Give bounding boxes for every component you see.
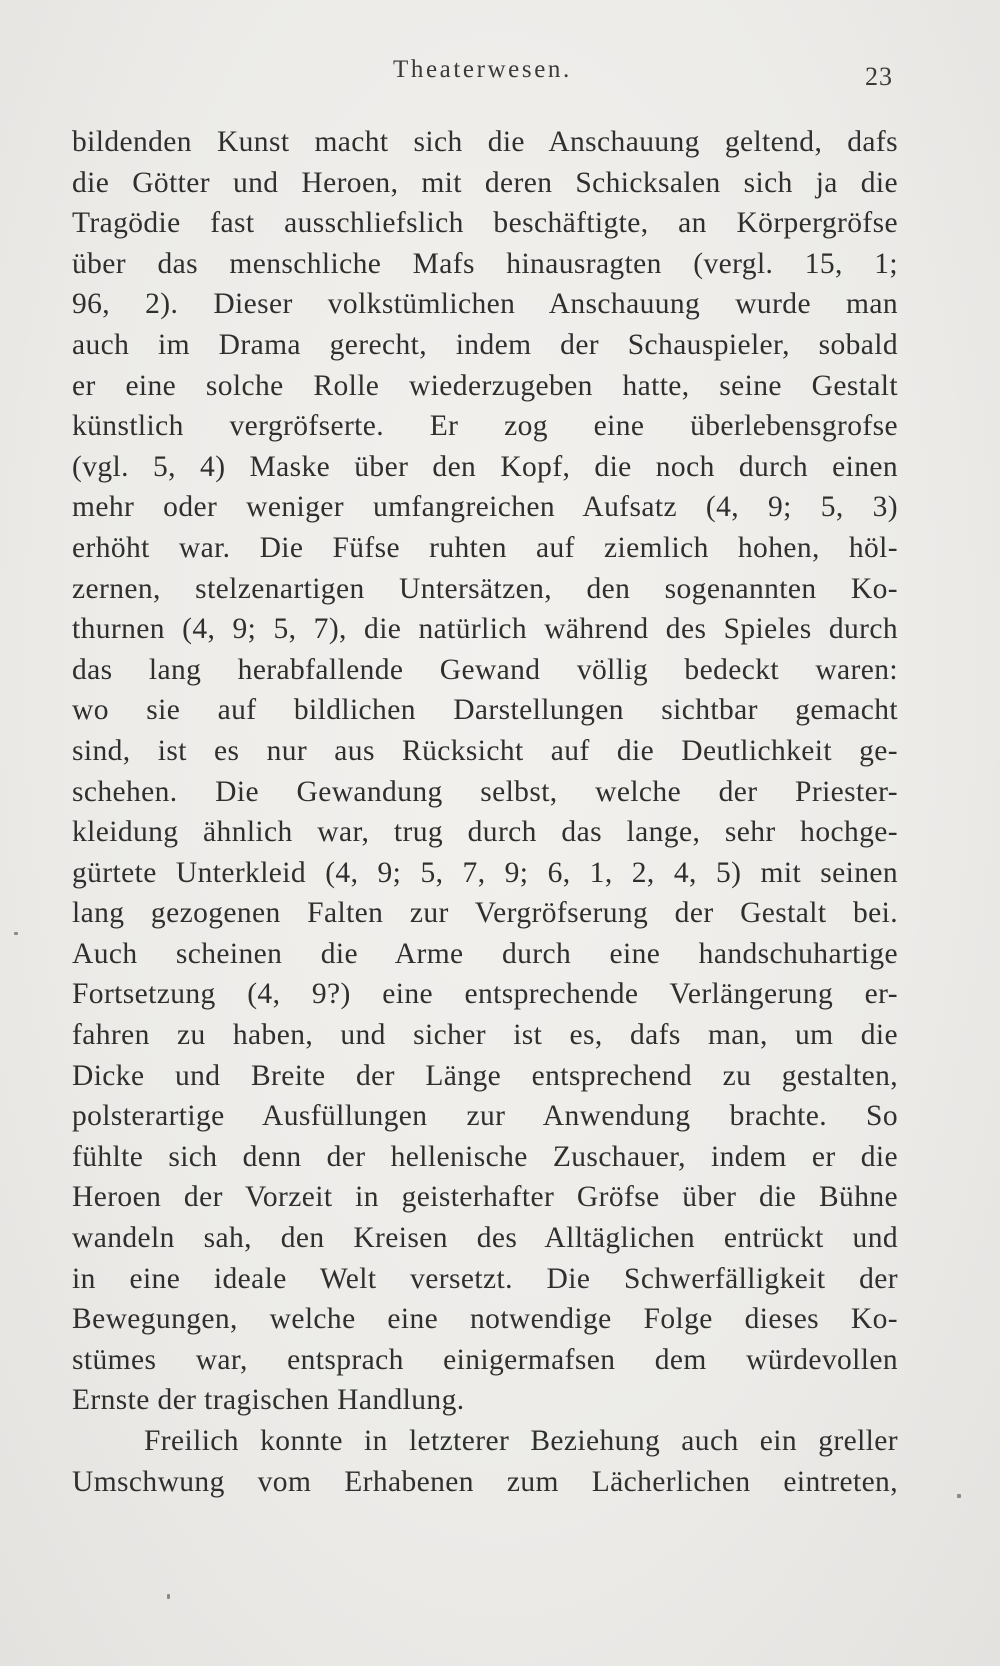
text-line: 96, 2). Dieser volkstümlichen Anschauung wurde man xyxy=(72,288,898,321)
text-line: thurnen (4, 9; 5, 7), die natürlich während des Spieles durch xyxy=(72,613,898,646)
text-line: kleidung ähnlich war, trug durch das lange, sehr hochge- xyxy=(72,816,898,849)
text-line: Dicke und Breite der Länge entsprechend zu gestalten, xyxy=(72,1059,898,1092)
text-line: über das menschliche Mafs hinausragten (vergl. 15, 1; xyxy=(72,247,898,280)
text-line: in eine ideale Welt versetzt. Die Schwerfälligkeit der xyxy=(72,1262,898,1295)
body-text xyxy=(72,122,898,1502)
text-line: Fortsetzung (4, 9?) eine entsprechende Verlängerung er- xyxy=(72,978,898,1011)
text-line: Tragödie fast ausschliefslich beschäftigte, an Körpergröfse xyxy=(72,207,898,240)
text-line: bildenden Kunst macht sich die Anschauung geltend, dafs xyxy=(72,126,898,158)
text-line: (vgl. 5, 4) Maske über den Kopf, die noch durch einen xyxy=(72,450,898,483)
running-head-title: Theaterwesen. xyxy=(393,56,572,83)
text-line: sind, ist es nur aus Rücksicht auf die Deutlichkeit ge- xyxy=(72,734,898,767)
paragraph-end-line: Ernste der tragischen Handlung. xyxy=(72,1384,465,1417)
text-line: wandeln sah, den Kreisen des Alltäglichen entrückt und xyxy=(72,1222,898,1255)
text-line: polsterartige Ausfüllungen zur Anwendung brachte. So xyxy=(72,1100,898,1133)
paper-speck xyxy=(957,1494,961,1498)
paragraph-start-line: Freilich konnte in letzterer Beziehung auch ein greller xyxy=(144,1425,898,1457)
text-line: zernen, stelzenartigen Untersätzen, den sogenannten Ko- xyxy=(72,572,898,605)
text-line: Auch scheinen die Arme durch eine handschuhartige xyxy=(72,937,898,970)
text-line: wo sie auf bildlichen Darstellungen sichtbar gemacht xyxy=(72,694,898,727)
text-line: gürtete Unterkleid (4, 9; 5, 7, 9; 6, 1, 2, 4, 5) mit seinen xyxy=(72,856,898,889)
paper-speck xyxy=(14,932,18,935)
page-number: 23 xyxy=(865,62,893,91)
paper-speck xyxy=(167,1594,170,1599)
text-line: schehen. Die Gewandung selbst, welche der Priester- xyxy=(72,775,898,808)
running-head xyxy=(0,56,1000,96)
text-line: auch im Drama gerecht, indem der Schauspieler, sobald xyxy=(72,328,898,361)
text-line: die Götter und Heroen, mit deren Schicksalen sich ja die xyxy=(72,166,898,199)
text-line: er eine solche Rolle wiederzugeben hatte, seine Gestalt xyxy=(72,369,898,402)
text-line: künstlich vergröfserte. Er zog eine überlebensgrofse xyxy=(72,410,898,443)
text-line: Bewegungen, welche eine notwendige Folge dieses Ko- xyxy=(72,1303,898,1336)
text-line: stümes war, entsprach einigermafsen dem würdevollen xyxy=(72,1343,898,1376)
text-line: lang gezogenen Falten zur Vergröfserung der Gestalt bei. xyxy=(72,897,898,930)
text-line: erhöht war. Die Füfse ruhten auf ziemlich hohen, höl- xyxy=(72,531,898,564)
text-line: fahren zu haben, und sicher ist es, dafs man, um die xyxy=(72,1019,898,1052)
text-line: mehr oder weniger umfangreichen Aufsatz (4, 9; 5, 3) xyxy=(72,491,898,524)
text-line: Heroen der Vorzeit in geisterhafter Gröfse über die Bühne xyxy=(72,1181,898,1214)
text-line: fühlte sich denn der hellenische Zuschauer, indem er die xyxy=(72,1140,898,1173)
text-line: Umschwung vom Erhabenen zum Lächerlichen eintreten, xyxy=(72,1465,898,1498)
text-line: das lang herabfallende Gewand völlig bedeckt waren: xyxy=(72,653,898,686)
